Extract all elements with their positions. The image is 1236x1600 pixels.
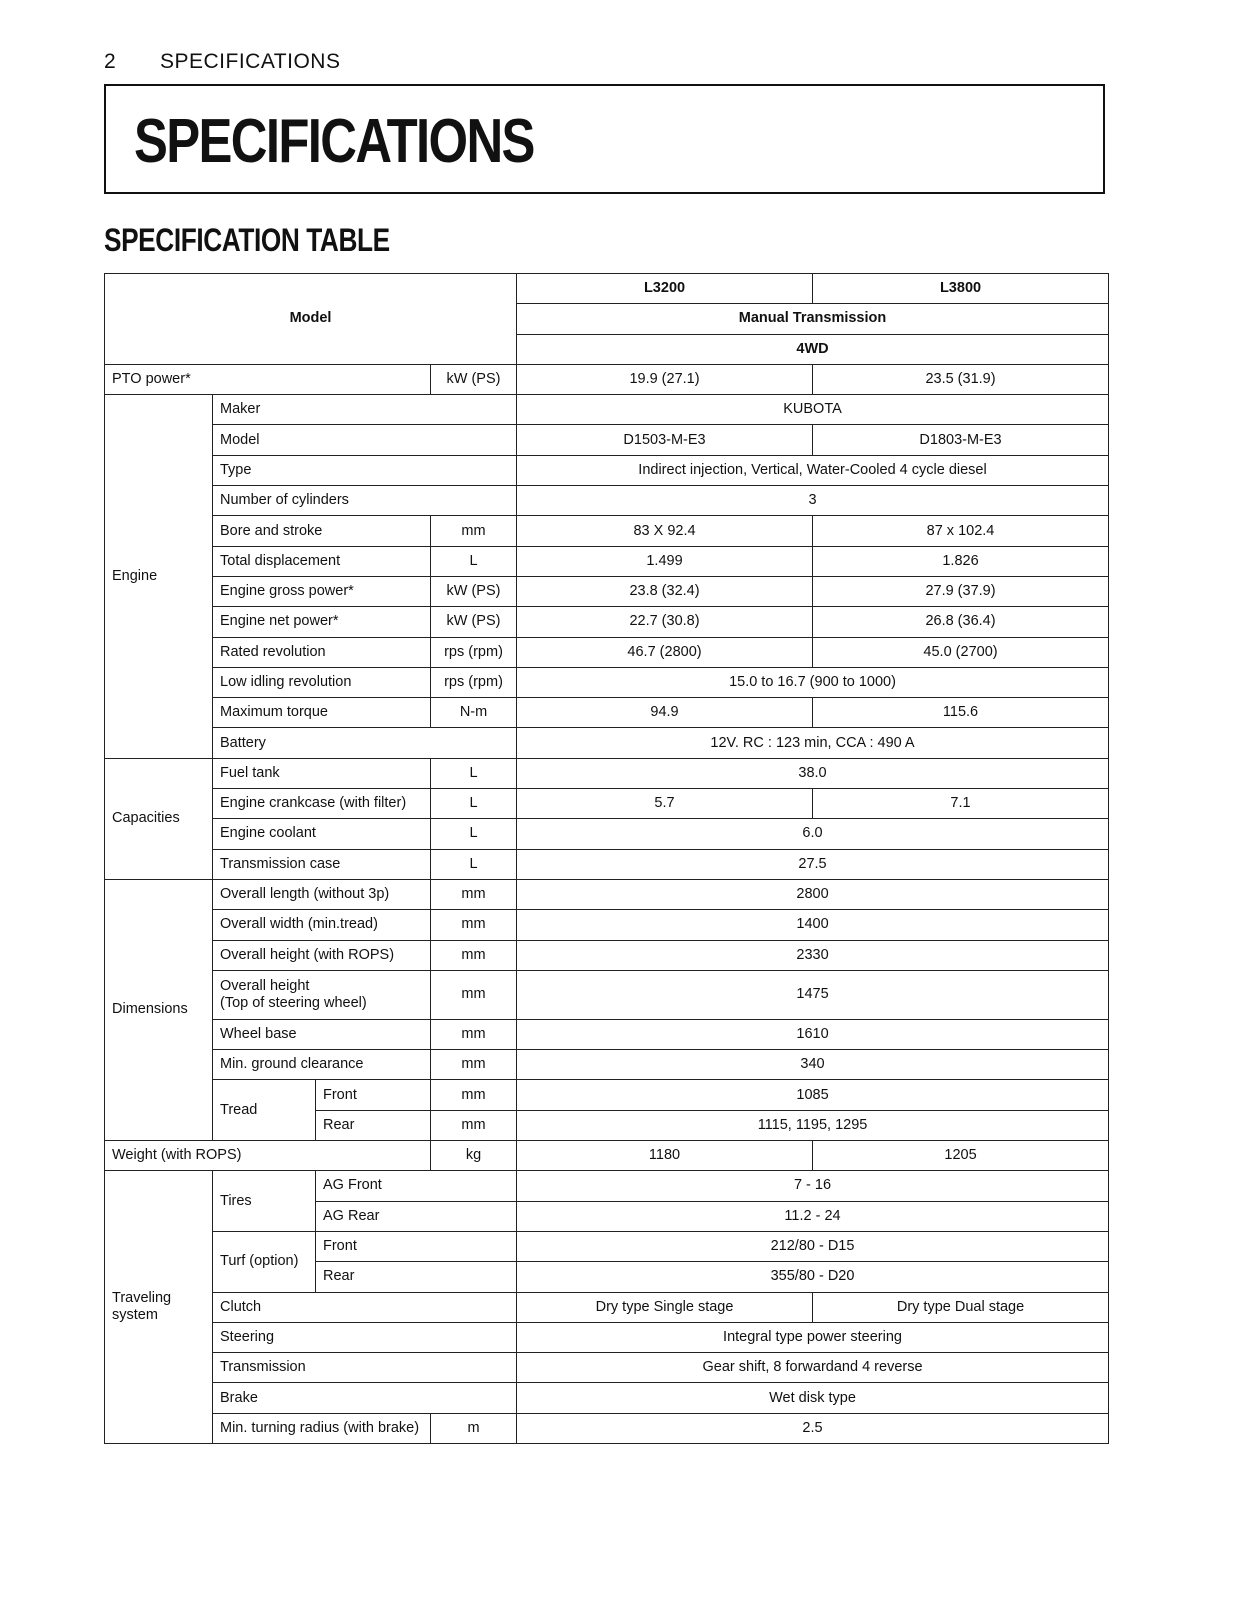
group-engine: Engine (105, 395, 213, 759)
row-label: Weight (with ROPS) (105, 1141, 431, 1171)
cell-value: 212/80 - D15 (517, 1231, 1109, 1261)
table-row (105, 1019, 1109, 1049)
cell-value: 83 X 92.4 (517, 516, 813, 546)
table-row (105, 667, 1109, 697)
sub-label: AG Front (316, 1171, 517, 1201)
table-row (105, 940, 1109, 970)
row-label: Wheel base (213, 1019, 431, 1049)
title-box (104, 84, 1105, 194)
table-row (105, 698, 1109, 728)
table-row (105, 425, 1109, 455)
model-header: Model (105, 274, 517, 365)
cell-value: Wet disk type (517, 1383, 1109, 1413)
row-unit: m (431, 1413, 517, 1443)
cell-value: 87 x 102.4 (813, 516, 1109, 546)
row-unit: L (431, 758, 517, 788)
cell-value: 5.7 (517, 789, 813, 819)
row-label: Low idling revolution (213, 667, 431, 697)
table-row (105, 1353, 1109, 1383)
cell-value: 1085 (517, 1080, 1109, 1110)
table-row (105, 1413, 1109, 1443)
table-row (105, 819, 1109, 849)
cell-value: 2800 (517, 879, 1109, 909)
row-unit: rps (rpm) (431, 637, 517, 667)
cell-value: Indirect injection, Vertical, Water-Cooled 4 cycle diesel (517, 455, 1109, 485)
table-row (105, 455, 1109, 485)
header-section: SPECIFICATIONS (160, 50, 341, 73)
cell-value: D1503-M-E3 (517, 425, 813, 455)
table-row (105, 516, 1109, 546)
row-unit: mm (431, 1110, 517, 1140)
cell-value: 27.9 (37.9) (813, 576, 1109, 606)
cell-value: 1475 (517, 970, 1109, 1019)
row-label: Min. turning radius (with brake) (213, 1413, 431, 1443)
row-label: Transmission (213, 1353, 517, 1383)
cell-value: 38.0 (517, 758, 1109, 788)
table-row (105, 1080, 1109, 1110)
row-unit: mm (431, 1050, 517, 1080)
row-unit: L (431, 849, 517, 879)
cell-value: 45.0 (2700) (813, 637, 1109, 667)
row-unit: mm (431, 940, 517, 970)
cell-value: 3 (517, 486, 1109, 516)
cell-value: KUBOTA (517, 395, 1109, 425)
table-row (105, 789, 1109, 819)
row-label: Steering (213, 1322, 517, 1352)
cell-value: 19.9 (27.1) (517, 364, 813, 394)
table-row (105, 728, 1109, 758)
cell-value: Gear shift, 8 forwardand 4 reverse (517, 1353, 1109, 1383)
row-label: Brake (213, 1383, 517, 1413)
sub-label: AG Rear (316, 1201, 517, 1231)
cell-value: 1180 (517, 1141, 813, 1171)
cell-value: 1.499 (517, 546, 813, 576)
cell-value: 7 - 16 (517, 1171, 1109, 1201)
sub-label: Rear (316, 1110, 431, 1140)
row-unit: L (431, 819, 517, 849)
sub-label: Front (316, 1080, 431, 1110)
cell-value: 15.0 to 16.7 (900 to 1000) (517, 667, 1109, 697)
cell-value: 6.0 (517, 819, 1109, 849)
page-title: SPECIFICATIONS (134, 107, 534, 176)
row-unit: mm (431, 1019, 517, 1049)
row-label: Type (213, 455, 517, 485)
table-row (105, 849, 1109, 879)
cell-value: 26.8 (36.4) (813, 607, 1109, 637)
cell-value: 1205 (813, 1141, 1109, 1171)
drive-header: 4WD (517, 334, 1109, 364)
cell-value: 23.8 (32.4) (517, 576, 813, 606)
transmission-header: Manual Transmission (517, 304, 1109, 334)
cell-value: 1400 (517, 910, 1109, 940)
row-label: Engine crankcase (with filter) (213, 789, 431, 819)
table-row (105, 1171, 1109, 1201)
row-label: Battery (213, 728, 517, 758)
table-row (105, 758, 1109, 788)
row-label: PTO power* (105, 364, 431, 394)
page-header (104, 50, 340, 74)
group-dimensions: Dimensions (105, 879, 213, 1140)
table-row (105, 486, 1109, 516)
specification-table (104, 273, 1109, 1444)
row-label: Overall width (min.tread) (213, 910, 431, 940)
row-unit: mm (431, 910, 517, 940)
table-row (105, 910, 1109, 940)
row-label: Overall length (without 3p) (213, 879, 431, 909)
page-number: 2 (104, 50, 117, 73)
row-unit: kW (PS) (431, 576, 517, 606)
cell-value: 2330 (517, 940, 1109, 970)
label-line-2: (Top of steering wheel) (220, 994, 367, 1011)
row-label: Rated revolution (213, 637, 431, 667)
section-title: SPECIFICATION TABLE (104, 222, 390, 258)
table-row (105, 364, 1109, 394)
table-row (105, 607, 1109, 637)
sub-label: Front (316, 1231, 517, 1261)
row-label: Min. ground clearance (213, 1050, 431, 1080)
row-label: Engine net power* (213, 607, 431, 637)
cell-value: Dry type Single stage (517, 1292, 813, 1322)
label-line-1: Overall height (220, 977, 310, 994)
cell-value: 355/80 - D20 (517, 1262, 1109, 1292)
table-row (105, 1322, 1109, 1352)
row-unit: kW (PS) (431, 607, 517, 637)
cell-value: 27.5 (517, 849, 1109, 879)
table-row (105, 1050, 1109, 1080)
row-label: Tread (213, 1080, 316, 1141)
cell-value: 11.2 - 24 (517, 1201, 1109, 1231)
cell-value: 1.826 (813, 546, 1109, 576)
sub-label: Rear (316, 1262, 517, 1292)
table-row (105, 879, 1109, 909)
cell-value: Integral type power steering (517, 1322, 1109, 1352)
row-label: Tires (213, 1171, 316, 1232)
table-row (105, 576, 1109, 606)
cell-value: 7.1 (813, 789, 1109, 819)
cell-value: 22.7 (30.8) (517, 607, 813, 637)
table-row (105, 1231, 1109, 1261)
cell-value: 94.9 (517, 698, 813, 728)
model-l3200: L3200 (517, 274, 813, 304)
row-unit: mm (431, 1080, 517, 1110)
row-unit: kW (PS) (431, 364, 517, 394)
model-l3800: L3800 (813, 274, 1109, 304)
cell-value: 46.7 (2800) (517, 637, 813, 667)
table-row (105, 970, 1109, 1019)
row-label: Model (213, 425, 517, 455)
row-unit: N-m (431, 698, 517, 728)
row-label: Maker (213, 395, 517, 425)
row-label: Total displacement (213, 546, 431, 576)
row-label: Turf (option) (213, 1231, 316, 1292)
table-row (105, 1141, 1109, 1171)
row-unit: mm (431, 879, 517, 909)
group-capacities: Capacities (105, 758, 213, 879)
row-unit: L (431, 546, 517, 576)
cell-value: 2.5 (517, 1413, 1109, 1443)
row-unit: L (431, 789, 517, 819)
table-row (105, 546, 1109, 576)
cell-value: 1610 (517, 1019, 1109, 1049)
cell-value: 340 (517, 1050, 1109, 1080)
row-label: Overall height (with ROPS) (213, 940, 431, 970)
row-label: Bore and stroke (213, 516, 431, 546)
row-unit: kg (431, 1141, 517, 1171)
row-label: Engine coolant (213, 819, 431, 849)
cell-value: Dry type Dual stage (813, 1292, 1109, 1322)
table-row (105, 1383, 1109, 1413)
row-unit: mm (431, 516, 517, 546)
row-unit: mm (431, 970, 517, 1019)
cell-value: 23.5 (31.9) (813, 364, 1109, 394)
cell-value: D1803-M-E3 (813, 425, 1109, 455)
row-label: Clutch (213, 1292, 517, 1322)
table-row (105, 637, 1109, 667)
group-traveling-system: Traveling system (105, 1171, 213, 1444)
row-label: Transmission case (213, 849, 431, 879)
table-row (105, 1292, 1109, 1322)
cell-value: 1115, 1195, 1295 (517, 1110, 1109, 1140)
row-label (213, 970, 431, 1019)
row-unit: rps (rpm) (431, 667, 517, 697)
table-row (105, 274, 1109, 304)
row-label: Number of cylinders (213, 486, 517, 516)
row-label: Engine gross power* (213, 576, 431, 606)
cell-value: 115.6 (813, 698, 1109, 728)
row-label: Fuel tank (213, 758, 431, 788)
cell-value: 12V. RC : 123 min, CCA : 490 A (517, 728, 1109, 758)
row-label: Maximum torque (213, 698, 431, 728)
table-row (105, 395, 1109, 425)
